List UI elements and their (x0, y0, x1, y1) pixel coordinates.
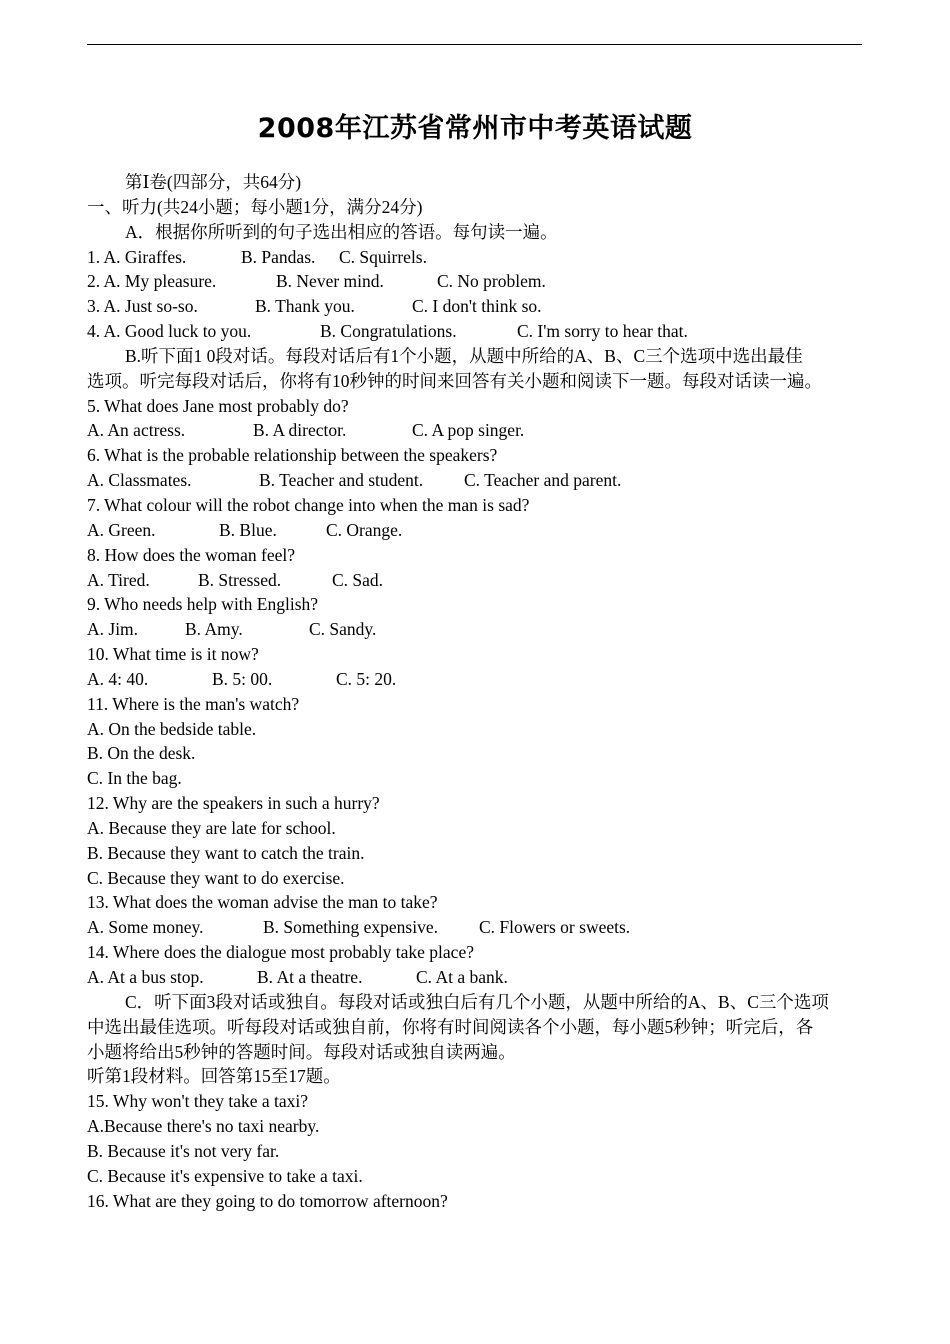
option-c: C. A pop singer. (412, 420, 525, 441)
option-b: B. Because it's not very far. (87, 1140, 280, 1161)
question-1 (87, 245, 877, 270)
part-c-instruction-1: C．听下面3段对话或独自。每段对话或独白后有几个小题，从题中所给的A、B、C三个选项 (125, 991, 829, 1012)
option-c: C. At a bank. (416, 967, 508, 987)
option-c: C. Squirrels. (339, 246, 427, 267)
option-b: B. Because they want to catch the train. (87, 842, 365, 863)
option-c: C. I'm sorry to hear that. (517, 321, 688, 342)
material-1-heading: 听第1段材料。回答第15至17题。 (87, 1066, 341, 1087)
option-c: C. 5: 20. (336, 668, 397, 689)
part-b-instruction-1: B.听下面1 0段对话。每段对话后有1个小题，从题中所给的A、B、C三个选项中选出最佳 (125, 345, 803, 366)
option-b: B. Teacher and student. (259, 470, 424, 491)
question-12: 12. Why are the speakers in such a hurry? (87, 793, 380, 814)
options-9 (87, 617, 877, 642)
option-a: A. An actress. (87, 420, 186, 441)
question-11: 11. Where is the man's watch? (87, 693, 300, 714)
option-b: B. Never mind. (276, 271, 384, 292)
question-13: 13. What does the woman advise the man to take? (87, 892, 438, 913)
part-a-instruction: A．根据你所听到的句子选出相应的答语。每句读一遍。 (125, 221, 558, 242)
option-a: 1. A. Giraffes. (87, 246, 187, 267)
option-c: C. Because it's expensive to take a taxi. (87, 1165, 363, 1186)
question-9: 9. Who needs help with English? (87, 594, 319, 615)
options-5 (87, 418, 877, 443)
question-2 (87, 269, 877, 294)
options-6 (87, 468, 877, 493)
option-b: B. Stressed. (198, 569, 282, 590)
option-c: C. Sandy. (309, 619, 377, 640)
option-a: A. Jim. (87, 619, 139, 640)
question-5: 5. What does Jane most probably do? (87, 395, 349, 416)
option-c: C. I don't think so. (412, 296, 542, 317)
question-6: 6. What is the probable relationship between the speakers? (87, 445, 498, 466)
question-10: 10. What time is it now? (87, 644, 259, 665)
option-a: A. On the bedside table. (87, 718, 257, 739)
option-a: A. At a bus stop. (87, 967, 204, 987)
question-15: 15. Why won't they take a taxi? (87, 1091, 309, 1112)
option-b: B. Thank you. (255, 296, 355, 317)
question-7: 7. What colour will the robot change into when the man is sad? (87, 494, 530, 515)
paper-section-heading: 第Ⅰ卷(四部分，共64分) (125, 172, 302, 192)
question-16: 16. What are they going to do tomorrow afternoon? (87, 1190, 448, 1211)
option-b: B. Something expensive. (263, 917, 438, 938)
question-3 (87, 294, 877, 319)
option-c: C. In the bag. (87, 768, 182, 789)
page-title: 2008年江苏省常州市中考英语试题 (257, 113, 693, 144)
option-c: C. Because they want to do exercise. (87, 867, 345, 888)
question-4 (87, 319, 877, 344)
option-b: B. Amy. (185, 619, 243, 640)
question-14: 14. Where does the dialogue most probably take place? (87, 942, 474, 963)
option-b: B. A director. (253, 420, 347, 441)
option-b: B. At a theatre. (257, 967, 363, 987)
option-b: B. Congratulations. (320, 321, 457, 342)
option-b: B. Blue. (219, 519, 277, 540)
option-c: C. Flowers or sweets. (479, 917, 631, 938)
option-a: A.Because there's no taxi nearby. (87, 1116, 320, 1137)
option-a: A. 4: 40. (87, 668, 149, 689)
document-body (87, 170, 877, 1213)
option-b: B. On the desk. (87, 743, 196, 764)
header-rule (87, 44, 862, 45)
option-a: 4. A. Good luck to you. (87, 321, 252, 342)
option-b: B. Pandas. (241, 246, 316, 267)
listening-heading: 一、听力(共24小题；每小题1分，满分24分) (87, 196, 423, 217)
option-a: 2. A. My pleasure. (87, 271, 217, 292)
question-8: 8. How does the woman feel? (87, 544, 295, 565)
options-13 (87, 915, 877, 940)
options-7 (87, 518, 877, 543)
options-14 (87, 965, 877, 990)
options-10 (87, 667, 877, 692)
option-c: C. Teacher and parent. (464, 470, 622, 491)
part-b-instruction-2: 选项。听完每段对话后，你将有10秒钟的时间来回答有关小题和阅读下一题。每段对话读一遍。 (87, 370, 822, 391)
option-a: A. Because they are late for school. (87, 817, 336, 838)
option-a: 3. A. Just so-so. (87, 296, 198, 317)
option-c: C. Sad. (332, 569, 384, 590)
option-a: A. Green. (87, 519, 156, 540)
option-a: A. Some money. (87, 917, 204, 938)
option-c: C. Orange. (326, 519, 403, 540)
option-a: A. Tired. (87, 569, 150, 590)
option-b: B. 5: 00. (212, 668, 273, 689)
option-a: A. Classmates. (87, 470, 192, 491)
option-c: C. No problem. (437, 271, 546, 292)
part-c-instruction-2: 中选出最佳选项。听每段对话或独自前，你将有时间阅读各个小题，每小题5秒钟；听完后，各 (87, 1016, 814, 1037)
part-c-instruction-3: 小题将给出5秒钟的答题时间。每段对话或独自读两遍。 (87, 1041, 516, 1062)
options-8 (87, 568, 877, 593)
